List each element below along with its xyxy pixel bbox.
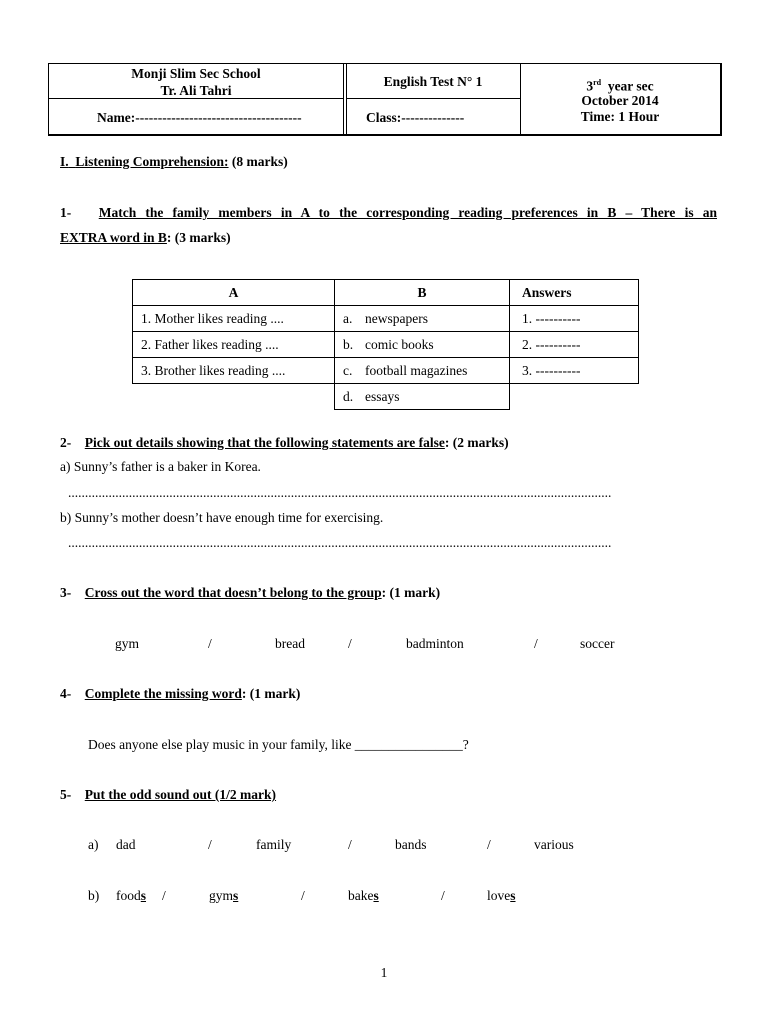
word-option[interactable]: soccer: [580, 636, 615, 651]
school-name: Monji Slim Sec School: [131, 66, 261, 81]
member-cell: 3. Brother likes reading ....: [133, 358, 335, 384]
q2-title: Pick out details showing that the following statements are false: [84, 435, 445, 450]
page-number: 1: [380, 965, 388, 980]
word-option[interactable]: bread: [275, 636, 305, 651]
table-row: [133, 332, 639, 358]
header-table: [48, 63, 722, 136]
word-separator: /: [301, 888, 305, 903]
answer-line-a[interactable]: .................................................................................................................................................................: [68, 485, 612, 500]
column-answers-header: Answers: [510, 280, 639, 306]
test-date: October 2014: [581, 93, 659, 108]
word-separator: /: [487, 837, 491, 852]
q1-instruction-line2: [60, 230, 231, 246]
member-cell: 1. Mother likes reading ....: [133, 306, 335, 332]
member-cell: 2. Father likes reading ....: [133, 332, 335, 358]
preference-cell: b. comic books: [335, 332, 510, 358]
q1-number: 1-: [60, 205, 72, 220]
word-option[interactable]: dad: [116, 837, 136, 852]
column-b-header: B: [335, 280, 510, 306]
word-option[interactable]: bakes: [348, 888, 379, 903]
q1-text-cont: EXTRA word in B: [60, 230, 167, 245]
word-option[interactable]: family: [256, 837, 292, 852]
preference-cell: d. essays: [335, 384, 510, 410]
q2-statement-b: b) Sunny’s mother doesn’t have enough time for exercising.: [60, 510, 384, 525]
word-separator: /: [208, 837, 212, 852]
year-text: year sec: [601, 78, 654, 94]
q2-instruction: [60, 435, 509, 451]
q3-number: 3-: [60, 585, 72, 600]
word-option[interactable]: foods: [116, 888, 147, 903]
word-separator: /: [208, 636, 212, 651]
header-divider: [343, 64, 344, 134]
teacher-name: Tr. Ali Tahri: [160, 83, 232, 98]
q3-title: Cross out the word that doesn’t belong to the group: [84, 585, 382, 600]
header-row-divider: [346, 98, 520, 99]
q3-instruction: [60, 585, 440, 601]
q4-number: 4-: [60, 686, 72, 701]
preference-cell: a. newspapers: [335, 306, 510, 332]
preference-cell: c. football magazines: [335, 358, 510, 384]
test-duration: Time: 1 Hour: [580, 109, 660, 124]
q1-instruction-line1: [60, 205, 717, 221]
section-heading: [60, 154, 288, 170]
word-option[interactable]: loves: [487, 888, 516, 903]
table-header-row: [133, 280, 639, 306]
year-suffix: rd: [593, 78, 602, 87]
section-title: Listening Comprehension:: [75, 154, 229, 169]
answer-cell[interactable]: 1. ----------: [510, 306, 639, 332]
year-number: 3: [586, 78, 594, 94]
q2-statement-a: a) Sunny’s father is a baker in Korea.: [60, 459, 261, 474]
word-separator: /: [348, 837, 352, 852]
column-a-header: A: [133, 280, 335, 306]
section-number: I.: [60, 154, 69, 169]
q5-instruction: [60, 787, 276, 803]
q3-marks: : (1 mark): [381, 585, 441, 600]
q5-b-label: b): [88, 888, 100, 903]
word-separator: /: [534, 636, 538, 651]
class-field[interactable]: Class:--------------: [366, 110, 465, 125]
q4-instruction: [60, 686, 300, 702]
q1-marks: : (3 marks): [166, 230, 231, 245]
answer-cell[interactable]: 3. ----------: [510, 358, 639, 384]
q1-text: Match the family members in A to the corresponding reading preferences in B – There is an: [98, 205, 718, 220]
word-option[interactable]: various: [534, 837, 574, 852]
name-field[interactable]: Name:-------------------------------------: [97, 110, 302, 125]
q2-marks: : (2 marks): [444, 435, 509, 450]
table-row: [133, 306, 639, 332]
table-row: [133, 358, 639, 384]
word-option[interactable]: bands: [395, 837, 427, 852]
answer-cell[interactable]: 2. ----------: [510, 332, 639, 358]
q2-number: 2-: [60, 435, 72, 450]
answer-line-b[interactable]: .................................................................................................................................................................: [68, 535, 612, 550]
q5-a-label: a): [88, 837, 99, 852]
word-separator: /: [162, 888, 166, 903]
section-marks: (8 marks): [228, 154, 288, 169]
q5-title: Put the odd sound out (1/2 mark): [84, 787, 277, 802]
word-separator: /: [348, 636, 352, 651]
test-title: English Test N° 1: [383, 74, 483, 89]
word-option[interactable]: gyms: [209, 888, 239, 903]
word-option[interactable]: gym: [115, 636, 140, 651]
q4-sentence[interactable]: Does anyone else play music in your family, like ________________?: [88, 737, 469, 752]
q4-title: Complete the missing word: [84, 686, 242, 701]
matching-table: [132, 279, 639, 410]
word-separator: /: [441, 888, 445, 903]
q4-marks: : (1 mark): [241, 686, 301, 701]
q5-number: 5-: [60, 787, 72, 802]
table-row: [133, 384, 639, 410]
word-option[interactable]: badminton: [406, 636, 464, 651]
